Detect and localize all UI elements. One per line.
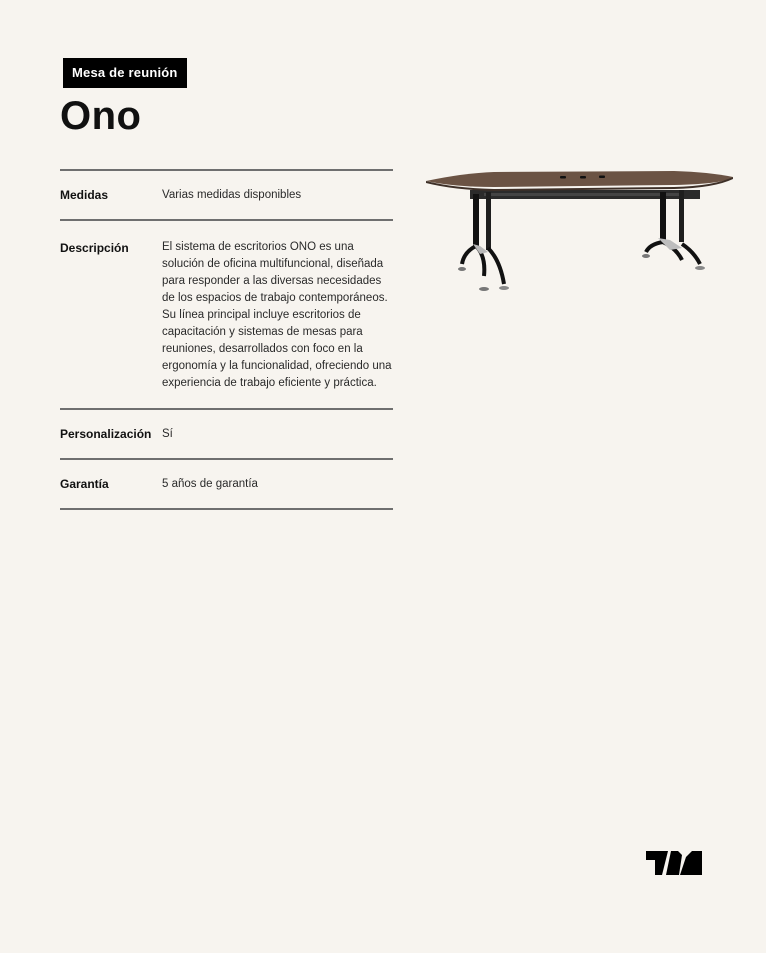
brand-logo-icon xyxy=(646,850,702,876)
spec-value: Sí xyxy=(162,428,173,440)
page-title: Ono xyxy=(60,94,142,138)
meeting-table-image xyxy=(424,164,736,296)
spec-value: El sistema de escritorios ONO es una solución de oficina multifuncional, diseñada para responder a las diversas necesidades de los espacios de trabajo contemporáneos. Su línea principal incluye escritorios de capacitación y sistemas de mesas para reuniones, desarrollados con foco en la ergonomía y la funcionalidad, ofreciendo una experiencia de trabajo eficiente y práctica. xyxy=(162,241,392,389)
spec-value: Varias medidas disponibles xyxy=(162,189,302,201)
spec-label: Garantía xyxy=(60,477,109,491)
spec-table xyxy=(60,169,393,510)
category-badge: Mesa de reunión xyxy=(63,58,187,88)
spec-label: Descripción xyxy=(60,241,129,255)
spec-row-personalizacion xyxy=(60,410,393,460)
spec-label: Medidas xyxy=(60,188,109,202)
spec-label: Personalización xyxy=(60,427,152,441)
spec-row-descripcion xyxy=(60,221,393,410)
spec-row-garantia xyxy=(60,460,393,510)
spec-row-medidas xyxy=(60,171,393,221)
spec-value: 5 años de garantía xyxy=(162,478,258,490)
